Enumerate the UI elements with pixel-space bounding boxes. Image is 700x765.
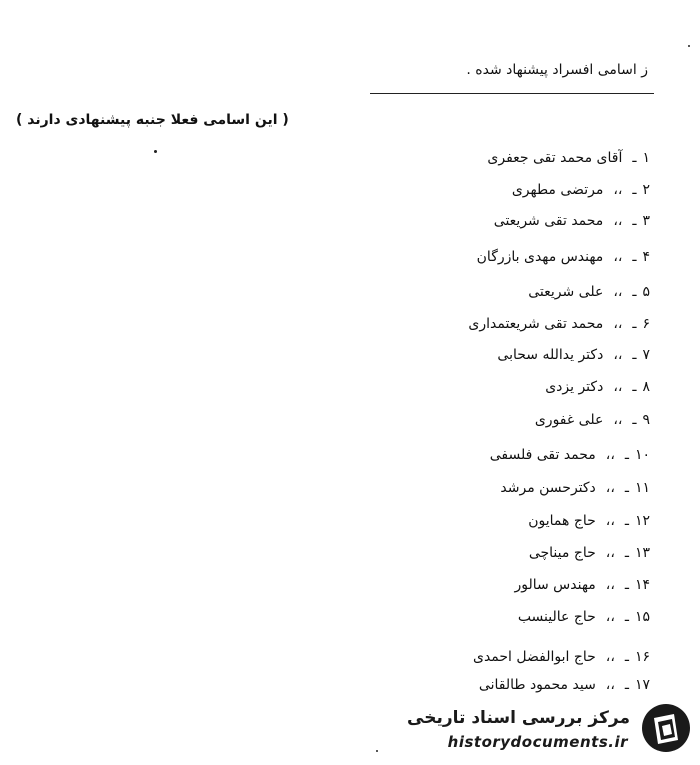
person-name: مهندس سالور <box>514 577 596 593</box>
item-number: ۳ <box>642 213 650 229</box>
item-number: ۱۲ <box>634 513 650 529</box>
ditto-mark: ،، <box>605 577 615 593</box>
person-name: حاج ابوالفضل احمدی <box>472 649 596 665</box>
item-number: ۱۴ <box>634 577 650 593</box>
ditto-mark: ،، <box>605 545 615 561</box>
item-number: ۱۷ <box>634 677 650 693</box>
person-name: حاج عالینسب <box>517 609 596 625</box>
item-number: ۱۳ <box>634 545 650 561</box>
item-dash: ـ <box>632 182 637 198</box>
document-title: ز اسامی افسراد پیشنهاد شده . <box>466 62 648 78</box>
ink-dot <box>688 45 690 47</box>
item-dash: ـ <box>632 347 637 363</box>
item-dash: ـ <box>632 213 637 229</box>
item-number: ۷ <box>642 347 650 363</box>
list-item <box>528 284 650 308</box>
person-name: مرتضی مطهری <box>511 182 604 198</box>
list-item <box>514 577 650 601</box>
item-number: ۸ <box>642 379 650 395</box>
item-dash: ـ <box>624 480 629 496</box>
list-item <box>477 249 650 273</box>
ditto-mark: ،، <box>613 284 623 300</box>
item-dash: ـ <box>624 513 629 529</box>
list-item <box>529 545 650 569</box>
item-number: ۵ <box>642 284 650 300</box>
list-item <box>473 649 650 673</box>
list-item <box>528 513 650 537</box>
item-dash: ـ <box>624 677 629 693</box>
item-dash: ـ <box>632 284 637 300</box>
list-item <box>479 677 650 701</box>
item-number: ۱۰ <box>634 447 650 463</box>
person-name: علی غفوری <box>534 412 604 428</box>
person-name: علی شریعتی <box>528 284 604 300</box>
item-dash: ـ <box>624 447 629 463</box>
person-name: محمد تقی شریعتی <box>493 213 604 229</box>
list-item <box>518 609 650 633</box>
item-number: ۹ <box>642 412 650 428</box>
list-item <box>487 150 650 174</box>
list-item <box>500 480 650 504</box>
person-name: دکتر یزدی <box>545 379 604 395</box>
person-name: محمد تقی فلسفی <box>489 447 596 463</box>
ink-dot <box>376 750 378 752</box>
person-name: حاج میناچی <box>528 545 596 561</box>
watermark-url[interactable]: historydocuments.ir <box>447 733 628 751</box>
ditto-mark: ،، <box>613 379 623 395</box>
item-number: ۱۵ <box>634 609 650 625</box>
ditto-mark: ،، <box>605 677 615 693</box>
ditto-mark: ،، <box>605 480 615 496</box>
item-number: ۲ <box>642 182 650 198</box>
item-dash: ـ <box>624 609 629 625</box>
ink-dot <box>154 150 157 153</box>
ditto-mark: ،، <box>605 513 615 529</box>
ditto-mark: ،، <box>605 649 615 665</box>
item-dash: ـ <box>632 249 637 265</box>
item-number: ۱ <box>642 150 650 166</box>
list-item <box>512 182 650 206</box>
list-item <box>468 316 650 340</box>
document-archive-logo-icon <box>640 700 692 756</box>
item-number: ۴ <box>642 249 650 265</box>
ditto-mark: ،، <box>613 347 623 363</box>
item-number: ۱۱ <box>634 480 650 496</box>
item-dash: ـ <box>632 379 637 395</box>
ditto-mark: ،، <box>613 182 623 198</box>
person-name: حاج همایون <box>528 513 596 529</box>
person-name: مهندس مهدی بازرگان <box>476 249 604 265</box>
person-name: سید محمود طالقانی <box>478 677 596 693</box>
ditto-mark: ،، <box>613 316 623 332</box>
item-number: ۱۶ <box>634 649 650 665</box>
list-item <box>497 347 650 371</box>
ditto-mark: ،، <box>605 447 615 463</box>
list-item <box>535 412 650 436</box>
item-dash: ـ <box>632 316 637 332</box>
item-number: ۶ <box>642 316 650 332</box>
item-dash: ـ <box>632 150 637 166</box>
ditto-mark: ،، <box>605 609 615 625</box>
item-dash: ـ <box>624 545 629 561</box>
title-underline <box>370 93 654 94</box>
item-dash: ـ <box>632 412 637 428</box>
list-item <box>490 447 650 471</box>
list-item <box>545 379 650 403</box>
ditto-mark: ،، <box>613 412 623 428</box>
item-dash: ـ <box>624 649 629 665</box>
person-name: آقای محمد تقی جعفری <box>487 150 623 166</box>
ditto-mark: ،، <box>613 249 623 265</box>
person-name: دکتر یدالله سحابی <box>497 347 604 363</box>
person-name: دکترحسن مرشد <box>500 480 596 496</box>
item-dash: ـ <box>624 577 629 593</box>
document-note: ( این اسامی فعلا جنبه پیشنهادی دارند ) <box>16 112 289 128</box>
ditto-mark: ،، <box>613 213 623 229</box>
person-name: محمد تقی شریعتمداری <box>468 316 604 332</box>
list-item <box>494 213 650 237</box>
watermark-title: مرکز بررسی اسناد تاریخی <box>407 708 630 728</box>
